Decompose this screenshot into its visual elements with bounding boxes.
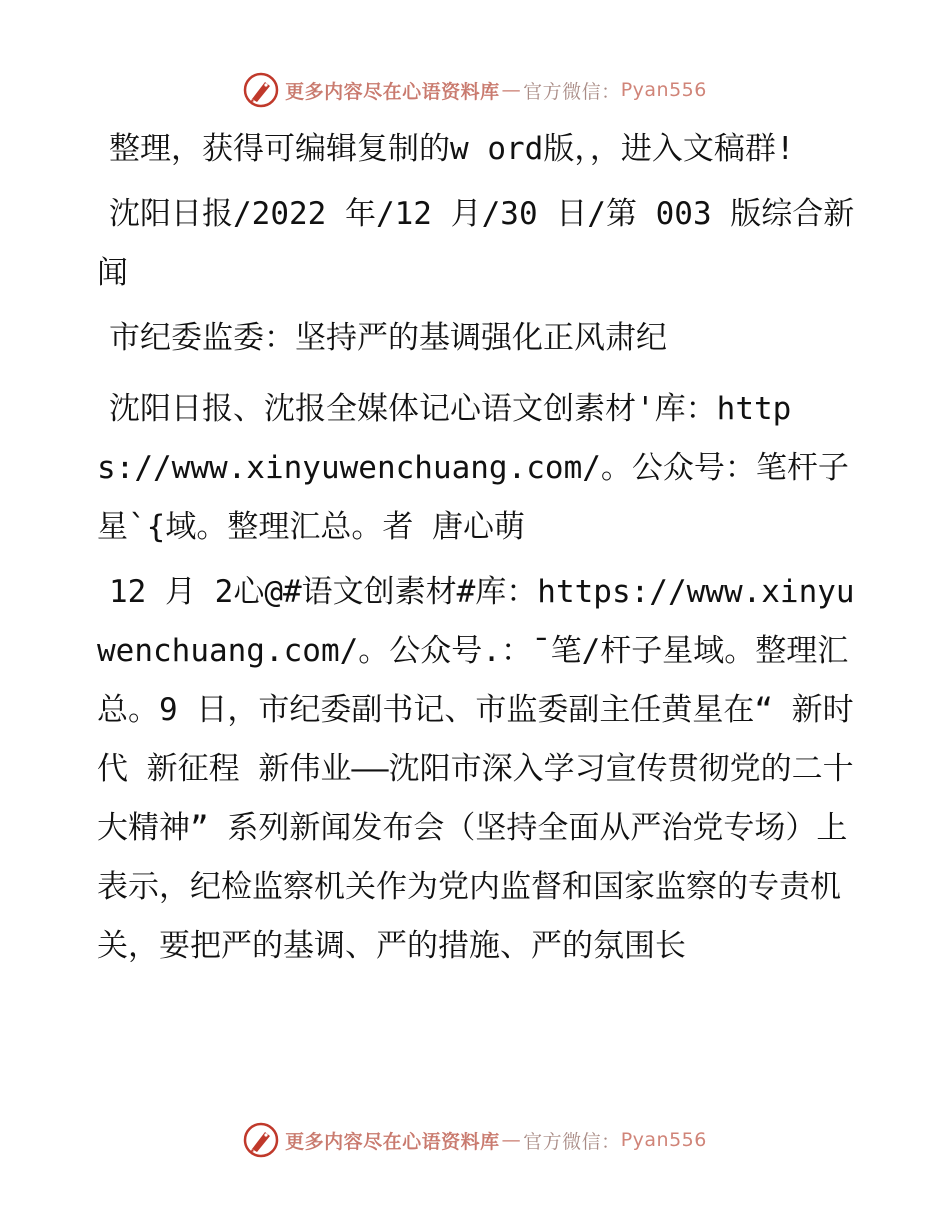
pen-logo-icon <box>243 72 279 108</box>
watermark-dash: — <box>501 79 522 101</box>
source-line: 沈阳日报/2022 年/12 月/30 日/第 003 版综合新闻 <box>97 196 855 291</box>
watermark-wechat-label: 官方微信： <box>523 1130 621 1153</box>
intro-paragraph: 整理，获得可编辑复制的w ord版，，进入文稿群! <box>109 131 795 167</box>
watermark-promo: 更多内容尽在心语资料库 <box>285 1130 500 1153</box>
header-watermark <box>0 70 950 110</box>
byline-paragraph: 沈阳日报、沈报全媒体记心语文创素材'库：https://www.xinyuwenchuang.com/。公众号：笔杆子星`{域。整理汇总。者 唐心萌 <box>97 391 849 545</box>
watermark-dash: — <box>501 1129 522 1151</box>
watermark-wechat-label: 官方微信： <box>523 80 621 103</box>
watermark-wechat-id: Pyan556 <box>620 79 707 101</box>
body-paragraph: 12 月 2心@#语文创素材#库：https://www.xinyuwenchuang.com/。公众号.：¯笔/杆子星域。整理汇总。9 日，市纪委副书记、市监委副主任黄星在“ 新时代 新征程 新伟业——沈阳市深入学习宣传贯彻党的二十大精神” 系列新闻发布会（坚持全面从严治党专场）上表示，纪检监察机关作为党内监督和国家监察的专责机关，要把严的基调、严的措施、严的氛围长 <box>97 574 855 964</box>
footer-watermark <box>0 1120 950 1160</box>
watermark-wechat-id: Pyan556 <box>620 1129 707 1151</box>
article-headline: 市纪委监委：坚持严的基调强化正风肃纪 <box>109 320 667 356</box>
pen-logo-icon <box>243 1122 279 1158</box>
document-body <box>97 120 857 982</box>
watermark-promo: 更多内容尽在心语资料库 <box>285 80 500 103</box>
